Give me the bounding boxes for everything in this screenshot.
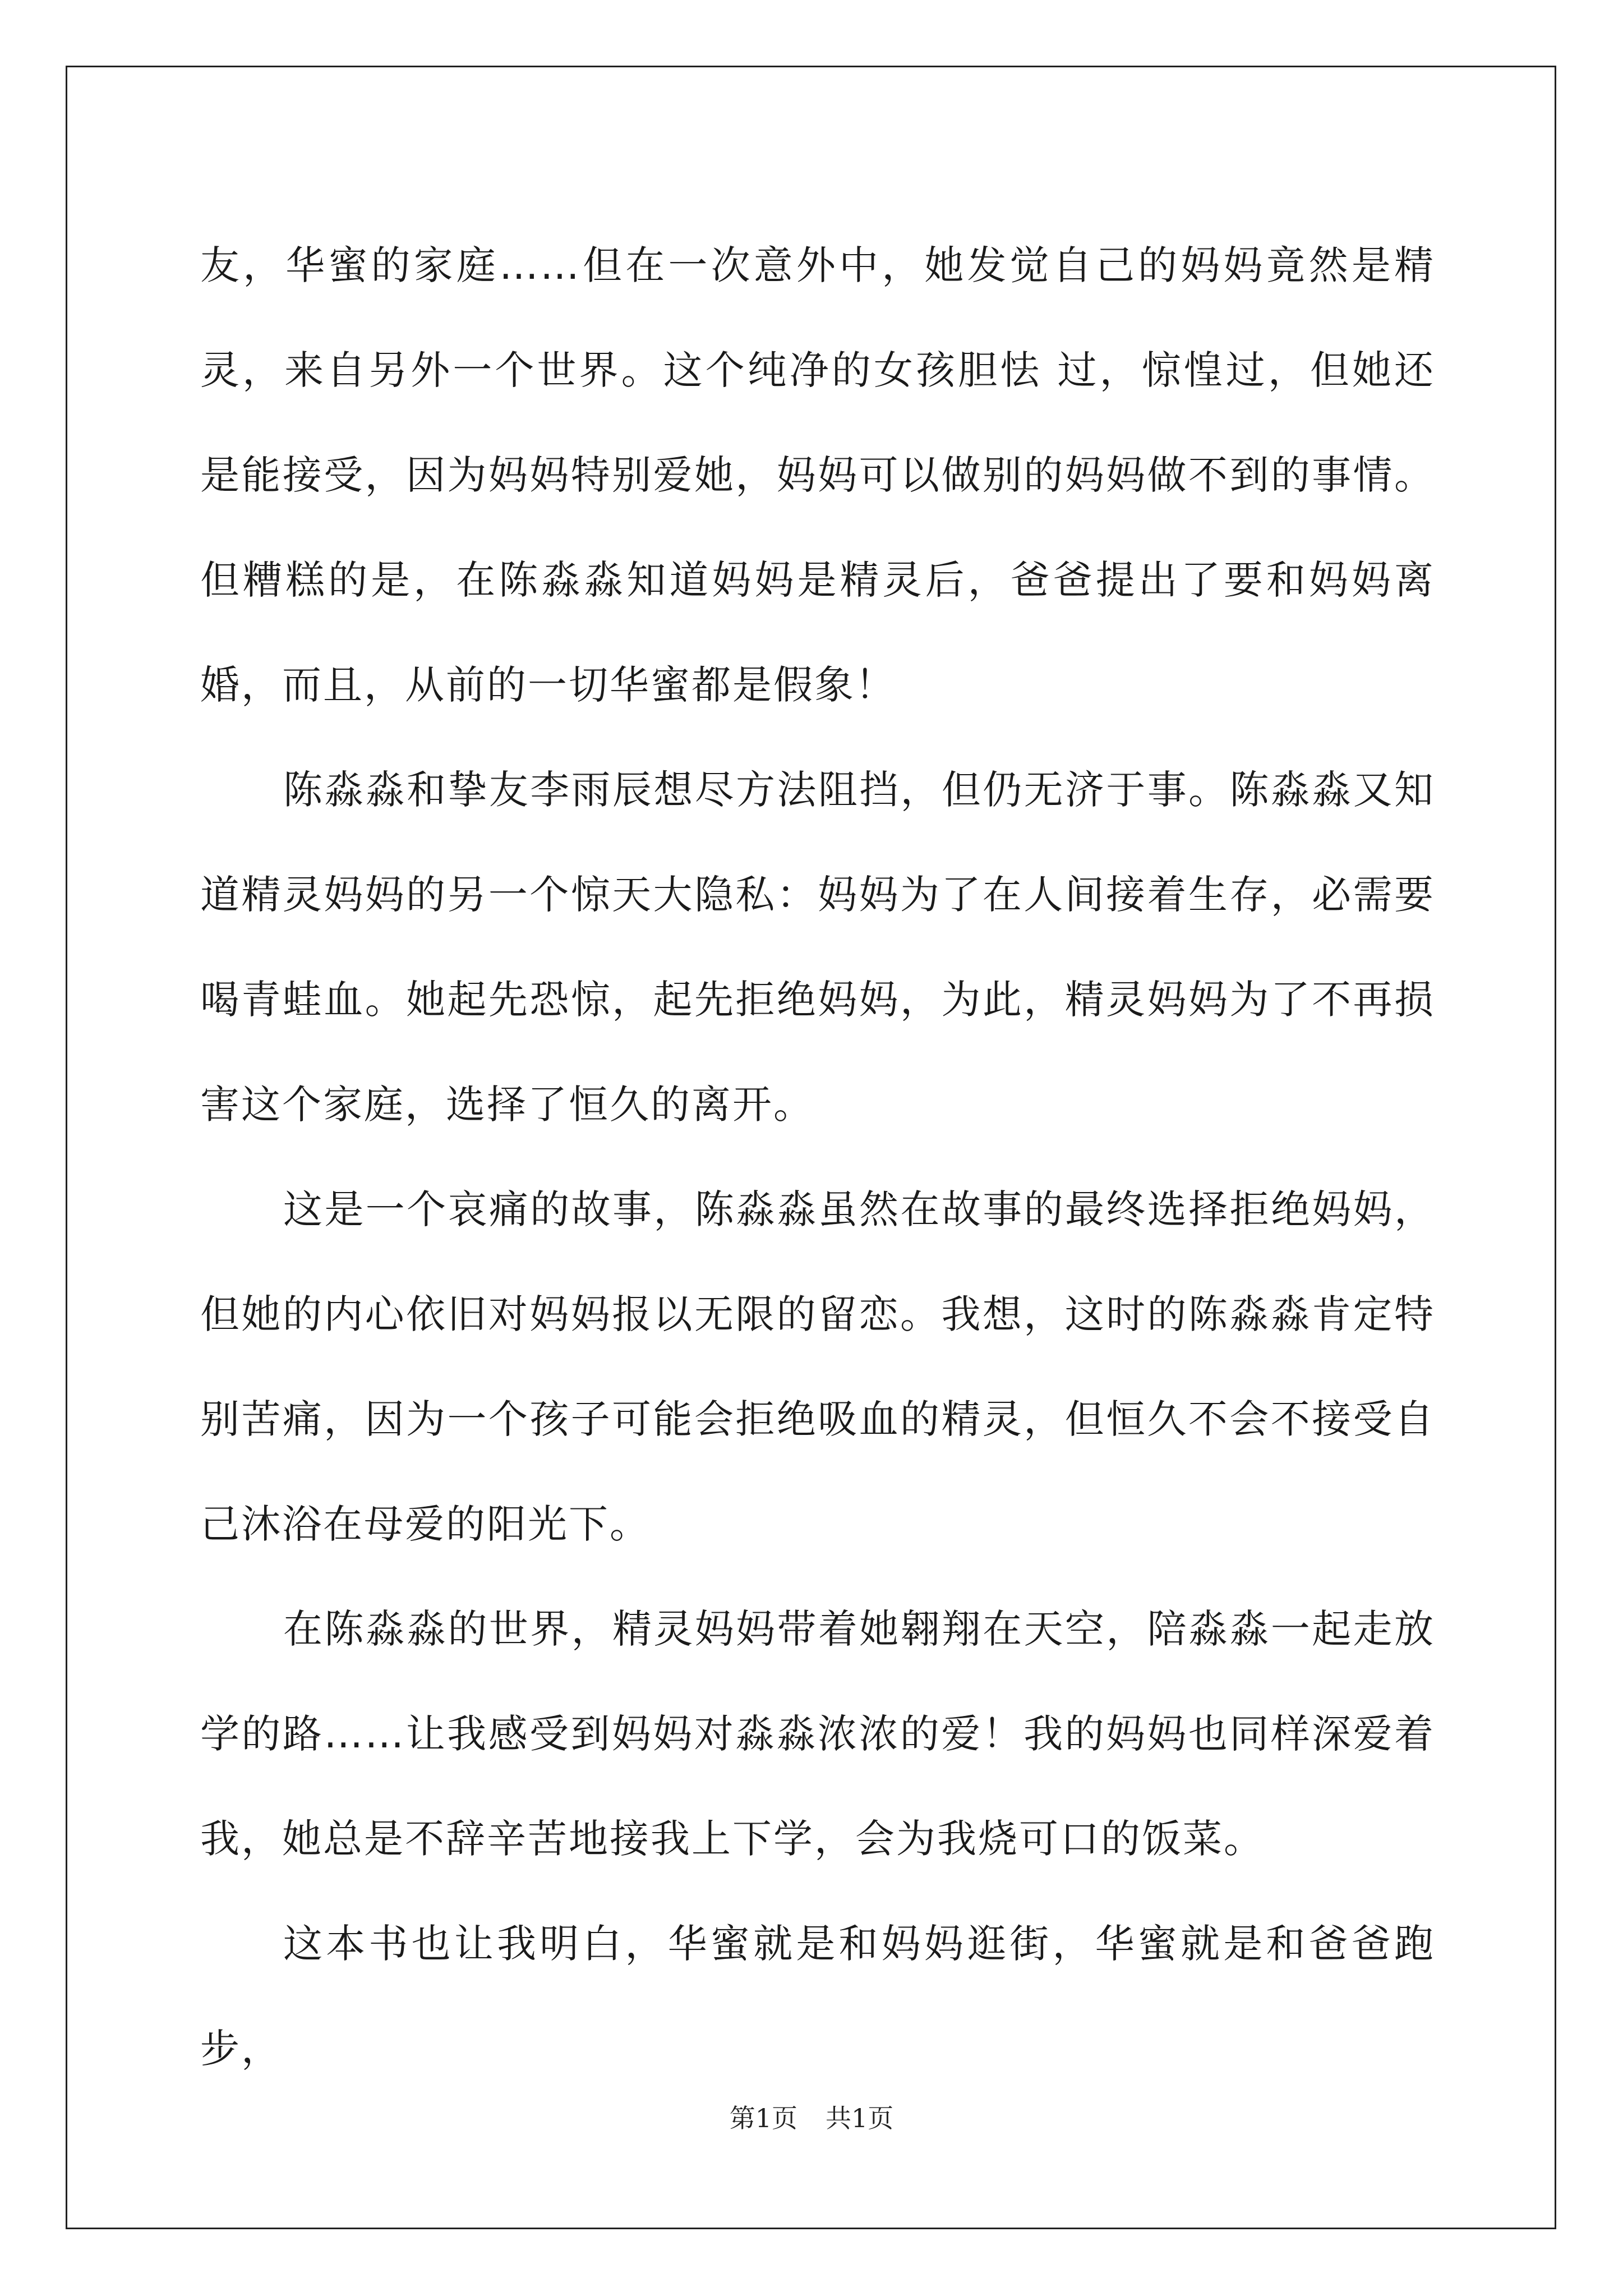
document-body <box>200 213 1435 2101</box>
paragraph: 友，华蜜的家庭……但在一次意外中，她发觉自己的妈妈竟然是精灵，来自另外一个世界。这个纯净的女孩胆怯 过，惊惶过，但她还是能接受，因为妈妈特别爱她，妈妈可以做别的妈妈做不到的事情。但糟糕的是，在陈淼淼知道妈妈是精灵后，爸爸提出了要和妈妈离婚，而且，从前的一切华蜜都是假象！ <box>200 242 1435 708</box>
paragraph: 这本书也让我明白，华蜜就是和妈妈逛街，华蜜就是和爸爸跑步， <box>200 1921 1435 2072</box>
paragraph: 在陈淼淼的世界，精灵妈妈带着她翱翔在天空，陪淼淼一起走放学的路……让我感受到妈妈对淼淼浓浓的爱！我的妈妈也同样深爱着我，她总是不辞辛苦地接我上下学，会为我烧可口的饭菜。 <box>200 1606 1435 1862</box>
page-number: 第1页 <box>729 2103 797 2133</box>
page-footer <box>0 2098 1623 2135</box>
page-total: 共1页 <box>826 2103 894 2133</box>
paragraph: 陈淼淼和挚友李雨辰想尽方法阻挡，但仍无济于事。陈淼淼又知道精灵妈妈的另一个惊天大隐私：妈妈为了在人间接着生存，必需要喝青蛙血。她起先恐惊，起先拒绝妈妈，为此，精灵妈妈为了不再损害这个家庭，选择了恒久的离开。 <box>200 767 1435 1128</box>
paragraph: 这是一个哀痛的故事，陈淼淼虽然在故事的最终选择拒绝妈妈，但她的内心依旧对妈妈报以无限的留恋。我想，这时的陈淼淼肯定特别苦痛，因为一个孩子可能会拒绝吸血的精灵，但恒久不会不接受自己沐浴在母爱的阳光下。 <box>200 1186 1435 1547</box>
